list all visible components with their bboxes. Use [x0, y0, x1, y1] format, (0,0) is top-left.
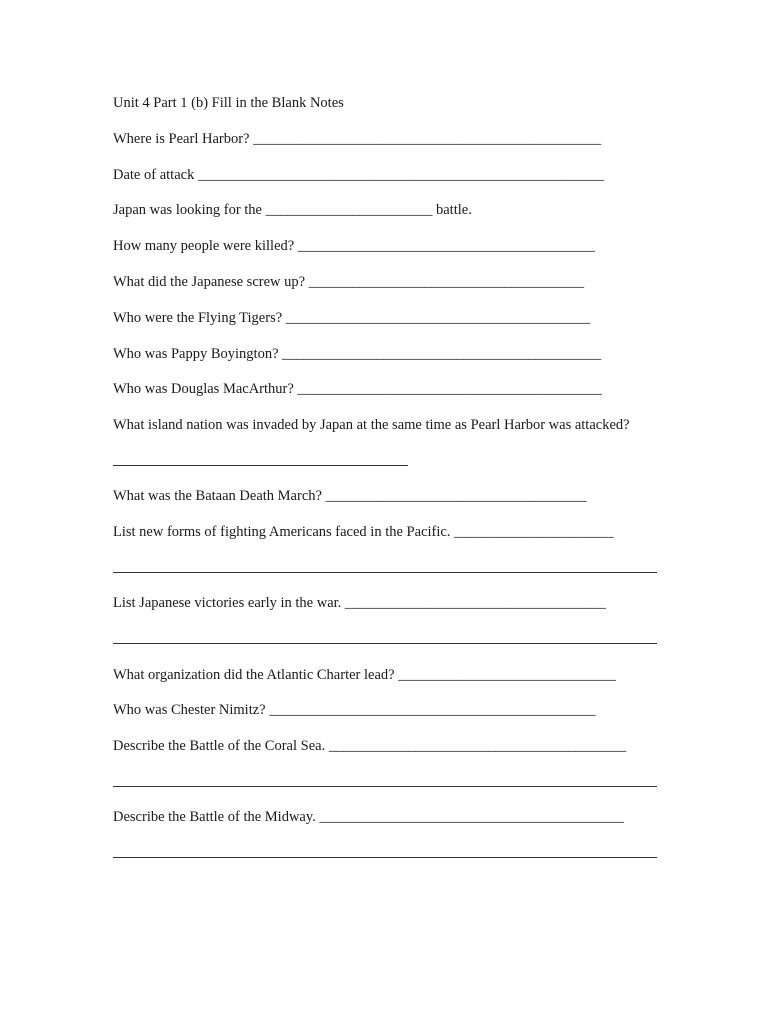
question-japanese-victories: List Japanese victories early in the war. ____________________________________ [113, 595, 606, 611]
question-pappy-boyington: Who was Pappy Boyington? ____________________________________________ [113, 346, 602, 362]
question-midway: Describe the Battle of the Midway. __________________________________________ [113, 809, 624, 825]
question-bataan-death-march: What was the Bataan Death March? ____________________________________ [113, 488, 587, 504]
answer-line [113, 572, 657, 573]
question-japanese-mistake: What did the Japanese screw up? ______________________________________ [113, 274, 585, 290]
question-coral-sea: Describe the Battle of the Coral Sea. _________________________________________ [113, 738, 627, 754]
question-island-nation: What island nation was invaded by Japan at the same time as Pearl Harbor was attacked? [113, 417, 630, 433]
question-date-of-attack: Date of attack ________________________________________________________ [113, 167, 604, 183]
question-new-forms-of-fighting: List new forms of fighting Americans faced in the Pacific. ______________________ [113, 524, 614, 540]
question-japan-battle: Japan was looking for the _______________________ battle. [113, 202, 472, 218]
question-flying-tigers: Who were the Flying Tigers? __________________________________________ [113, 310, 591, 326]
question-chester-nimitz: Who was Chester Nimitz? _____________________________________________ [113, 702, 596, 718]
question-atlantic-charter: What organization did the Atlantic Charter lead? ______________________________ [113, 667, 616, 683]
question-douglas-macarthur: Who was Douglas MacArthur? __________________________________________ [113, 381, 602, 397]
answer-line [113, 857, 657, 858]
question-pearl-harbor-location: Where is Pearl Harbor? ________________________________________________ [113, 131, 602, 147]
answer-line [113, 643, 657, 644]
answer-line [113, 465, 408, 466]
question-people-killed: How many people were killed? _________________________________________ [113, 238, 596, 254]
answer-line [113, 786, 657, 787]
worksheet-title: Unit 4 Part 1 (b) Fill in the Blank Notes [113, 95, 344, 111]
